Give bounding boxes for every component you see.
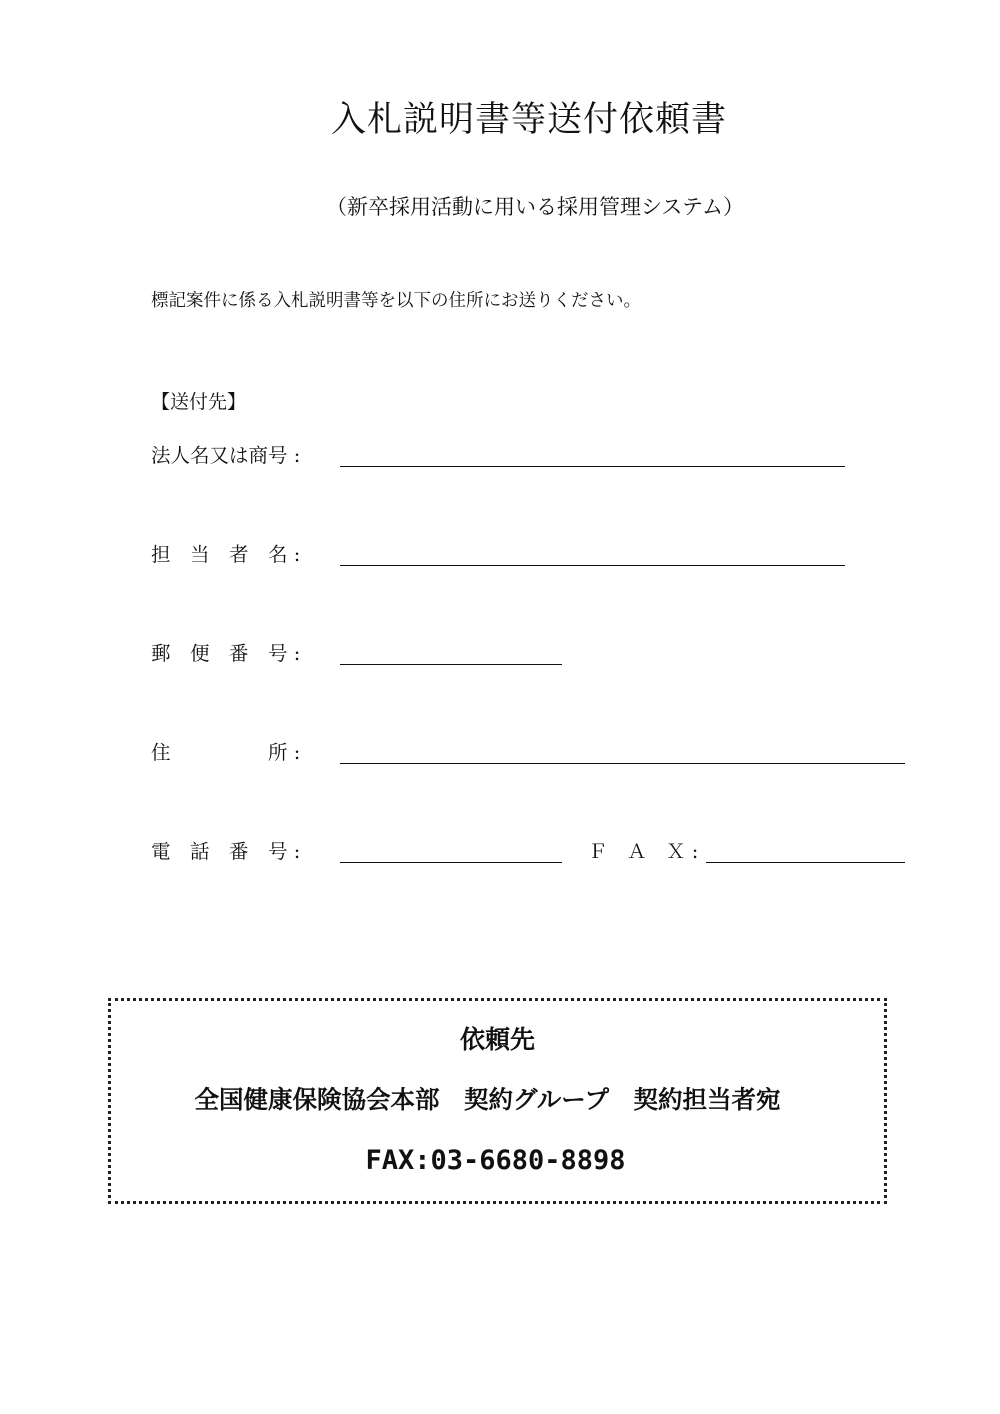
contact-person-field[interactable] [340, 565, 845, 566]
address-label: 住 所 : [151, 741, 301, 764]
recipient-box [108, 998, 887, 1204]
postal-code-field[interactable] [340, 664, 562, 665]
instruction-text: 標記案件に係る入札説明書等を以下の住所にお送りください。 [151, 291, 641, 311]
fax-label: Ｆ Ａ Ｘ : [588, 840, 699, 863]
postal-code-label: 郵 便 番 号 : [151, 642, 301, 665]
phone-field[interactable] [340, 862, 562, 863]
company-name-label: 法人名又は商号 : [151, 444, 301, 467]
company-name-field[interactable] [340, 466, 845, 467]
contact-person-label: 担 当 者 名 : [151, 543, 301, 566]
address-field[interactable] [340, 763, 905, 764]
document-subtitle: （新卒採用活動に用いる採用管理システム） [326, 195, 744, 219]
fax-field[interactable] [706, 862, 905, 863]
recipient-fax: FAX:03-6680-8898 [365, 1145, 626, 1176]
section-label-destination: 【送付先】 [151, 391, 247, 413]
recipient-organization: 全国健康保険協会本部 契約グループ 契約担当者宛 [194, 1085, 781, 1114]
document-title: 入札説明書等送付依頼書 [330, 100, 727, 140]
recipient-heading: 依頼先 [459, 1025, 535, 1054]
phone-label: 電 話 番 号 : [151, 840, 301, 863]
